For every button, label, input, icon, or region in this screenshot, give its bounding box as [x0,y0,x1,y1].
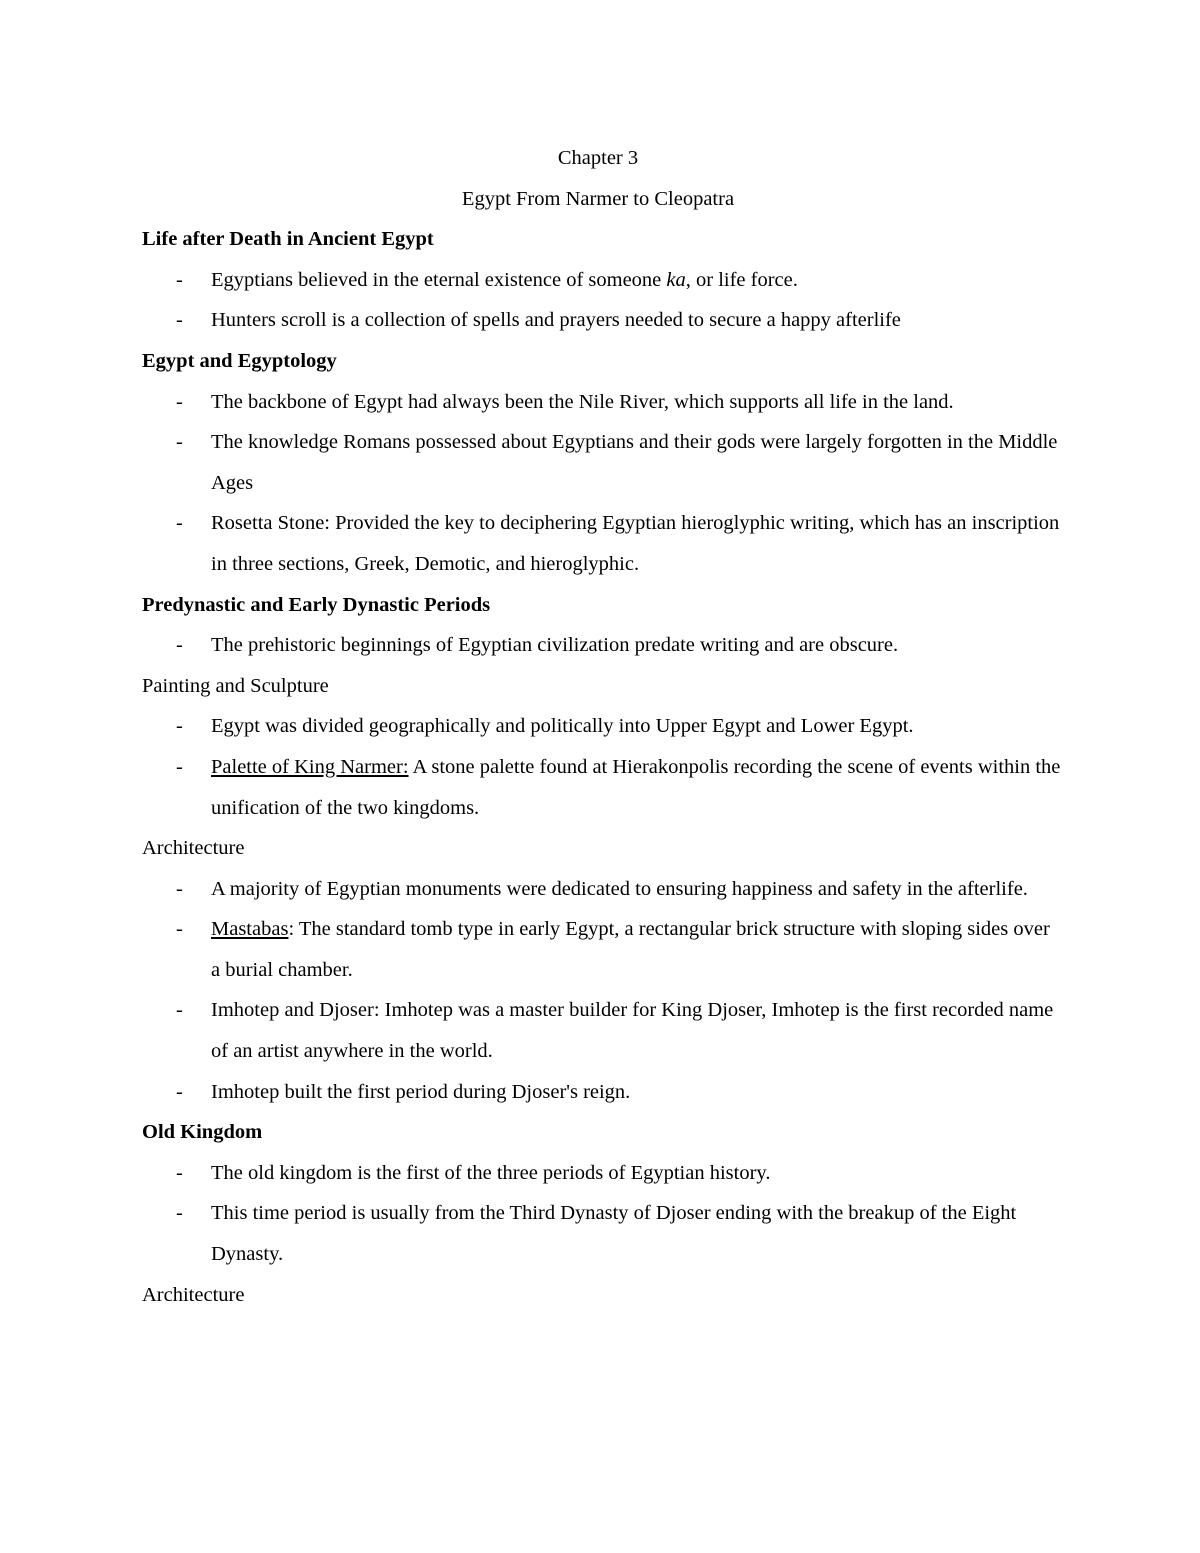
bullet-dash: - [176,431,183,454]
bullet-text: This time period is usually from the Third Dynasty of Djoser ending with the breakup of the Eight Dynasty. [211,1202,1017,1266]
subsection-heading: Painting and Sculpture [142,674,329,697]
bullet-text: , or life force. [685,268,798,291]
bullet-emphasis: ka [666,268,686,291]
bullet-dash: - [176,755,183,778]
bullet-dash: - [176,1080,183,1103]
bullet-text: The knowledge Romans possessed about Egyptians and their gods were largely forgotten in the Middle Ages [211,431,1058,494]
bullet-term: Palette of King Narmer: [211,755,409,778]
list-item [142,300,1062,341]
section-heading: Egypt and Egyptology [142,349,337,372]
list-item [142,909,1062,990]
list-item [142,1193,1062,1274]
section-heading: Life after Death in Ancient Egypt [142,228,434,251]
bullet-text: Imhotep built the first period during Djoser's reign. [211,1080,631,1103]
bullet-text: Egypt was divided geographically and politically into Upper Egypt and Lower Egypt. [211,715,914,738]
bullet-dash: - [176,512,183,535]
section-heading: Predynastic and Early Dynastic Periods [142,593,491,616]
bullet-text: A stone palette found at Hierakonpolis recording the scene of events within the unification of the two kingdoms. [211,755,1061,819]
bullet-dash: - [176,634,183,657]
subsection-heading: Architecture [142,1283,245,1306]
bullet-dash: - [176,877,183,900]
section-heading: Old Kingdom [142,1121,263,1144]
bullet-text: Hunters scroll is a collection of spells and prayers needed to secure a happy afterlife [211,309,901,332]
bullet-dash: - [176,390,183,413]
bullet-dash: - [176,1202,183,1225]
bullet-text: The old kingdom is the first of the three periods of Egyptian history. [211,1161,771,1184]
bullet-dash: - [176,309,183,332]
list-item [142,747,1062,828]
list-item [142,422,1062,503]
subsection-heading: Architecture [142,837,245,860]
list-item [142,625,1062,666]
chapter-label: Chapter 3 [557,147,639,169]
bullet-dash: - [176,999,183,1022]
list-item [142,260,1062,301]
list-item [142,503,1062,584]
bullet-text: Imhotep and Djoser: Imhotep was a master builder for King Djoser, Imhotep is the first recorded name of an artist anywhere in the world. [211,999,1054,1063]
list-item [142,1072,1062,1113]
document-title: Egypt From Narmer to Cleopatra [461,187,735,210]
bullet-term: Mastabas [211,918,289,941]
document-body [142,138,1062,1315]
bullet-text: Egyptians believed in the eternal existence of someone [211,268,667,291]
list-item [142,382,1062,423]
bullet-text: A majority of Egyptian monuments were dedicated to ensuring happiness and safety in the afterlife. [211,877,1028,900]
list-item [142,1153,1062,1194]
list-item [142,990,1062,1071]
bullet-dash: - [176,715,183,738]
list-item [142,869,1062,910]
bullet-text: : The standard tomb type in early Egypt, a rectangular brick structure with sloping sides over a burial chamber. [211,918,1050,981]
bullet-text: Rosetta Stone: Provided the key to deciphering Egyptian hieroglyphic writing, which has an inscription in three sections, Greek, Demotic, and hieroglyphic. [211,512,1060,575]
list-item [142,706,1062,747]
bullet-text: The backbone of Egypt had always been the Nile River, which supports all life in the land. [211,390,954,413]
bullet-dash: - [176,1161,183,1184]
bullet-text: The prehistoric beginnings of Egyptian civilization predate writing and are obscure. [211,634,899,657]
bullet-dash: - [176,268,183,291]
bullet-dash: - [176,918,183,941]
